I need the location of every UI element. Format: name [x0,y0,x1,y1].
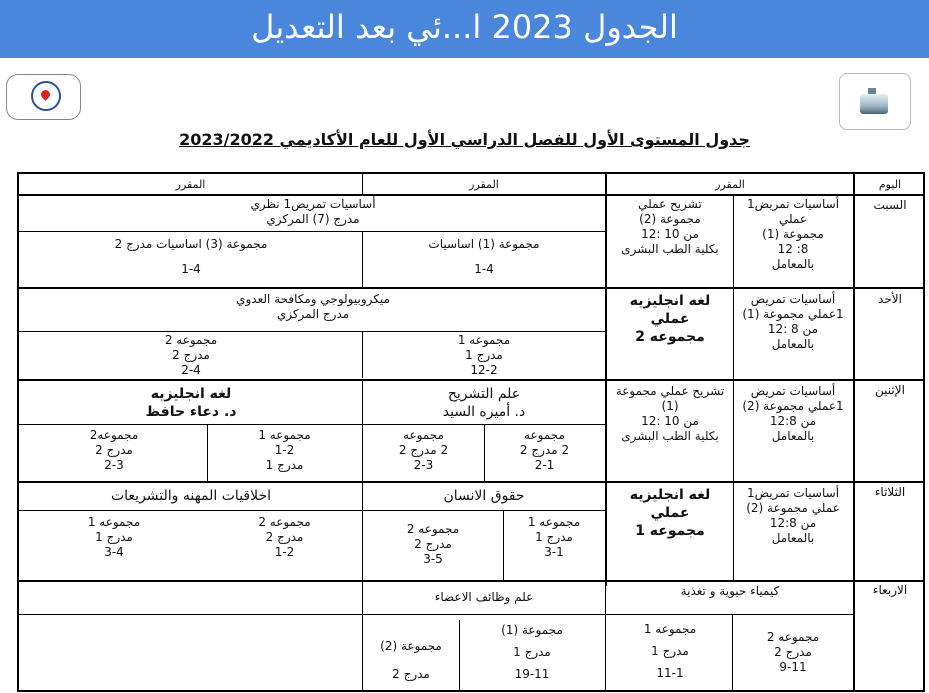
wed-group-cell-3: مجموعة (1) مدرج 1 19-11 [501,623,563,681]
tue-lab-nursing: أساسيات تمريض1 عملي مجموعة (2) من 12:8 بالمعامل [746,486,840,545]
header-course-a: المقرر [175,178,206,191]
wed-group-cell-4: مجموعة (2) مدرج 2 [380,639,442,681]
tue-group-cell-1: مجموعه 1 مدرج 1 3-1 [527,515,581,559]
mon-group-cell-4: مجموعه2 مدرج 2 2-3 [89,428,139,472]
tue-group-cell-3: مجموعه 2 مدرج 2 1-2 [258,515,311,559]
sat-group-3: مجموعة (3) اساسيات مدرج 2 1-4 [114,237,268,276]
tue-group-cell-4: مجموعه 1 مدرج 1 3-4 [87,515,141,559]
sun-group-1: مجموعه 1 مدرج 1 12-2 [457,333,511,377]
sun-group-2: مجموعه 2 مدرج 2 2-4 [164,333,218,377]
mon-english-title: لغه انجليزيه د. دعاء حافظ [145,386,237,420]
schedule-subtitle: جدول المستوى الأول للفصل الدراسي الأول للعام الأكاديمي 2023/2022 [179,130,750,149]
faculty-logo [839,73,911,130]
sun-lab-english: لغه انجليزيه عملي مجموعه 2 [629,293,711,345]
wed-biochem-title: كيمياء حيوية و تغذية [680,584,780,598]
day-wednesday: الاربعاء [872,583,908,597]
mon-lab-anatomy: تشريح عملي مجموعة (1) من 10 :12 بكلية الطب البشرى [615,384,725,443]
header-course-b: المقرر [469,178,499,191]
mon-group-cell-2: مجموعه 2 مدرج 2 2-3 [398,428,449,472]
university-logo [6,74,81,120]
day-sunday: الأحد [878,292,902,306]
wed-physiology-title: علم وظائف الاعضاء [434,590,534,604]
sat-lab-nursing: أساسيات تمريض1 عملي مجموعة (1) 8: 12 بالمعامل [746,197,840,271]
wed-group-cell-1: مجموعه 2 مدرج 2 9-11 [766,630,820,674]
tue-human-rights-title: حقوق الانسان [443,488,525,504]
tue-group-cell-2: مجموعه 2 مدرج 2 3-5 [406,522,460,566]
wed-group-cell-2: مجموعه 1 مدرج 1 11-1 [643,622,697,680]
banner-title: الجدول 2023 ا...ئي بعد التعديل [251,8,678,46]
mon-group-cell-1: مجموعه 2 مدرج 2 2-1 [519,428,570,472]
header-day: اليوم [878,178,902,191]
sat-group-1: مجموعة (1) اساسيات 1-4 [428,237,540,276]
tue-ethics-title: اخلاقيات المهنه والتشريعات [110,488,272,504]
sat-lecture: أساسيات تمريض1 نظري مدرج (7) المركزي [250,197,376,226]
sat-lab-anatomy: تشريح عملي مجموعة (2) من 10 :12 بكلية الطب البشرى [621,197,719,256]
title-banner [0,0,929,58]
mon-group-cell-3: مجموعه 1 1-2 مدرج 1 [258,428,311,472]
mon-lab-nursing: أساسيات تمريض 1عملي مجموعة (2) من 12:8 بالمعامل [742,384,844,443]
day-tuesday: الثلاثاء [874,485,906,499]
day-saturday: السبت [873,198,907,212]
day-monday: الإثنين [875,383,905,397]
mon-anatomy-title: علم التشريح د. أميره السيد [442,386,526,420]
header-course-c: المقرر [715,178,745,191]
schedule-table [17,172,925,692]
tue-lab-english: لغه انجليزيه عملي مجموعه 1 [629,487,711,539]
sun-lecture: ميكروبيولوجي ومكافحة العدوي مدرج المركزي [236,292,390,321]
sun-lab-nursing: أساسيات تمريض 1عملي مجموعة (1) من 8 :12 بالمعامل [742,292,844,351]
